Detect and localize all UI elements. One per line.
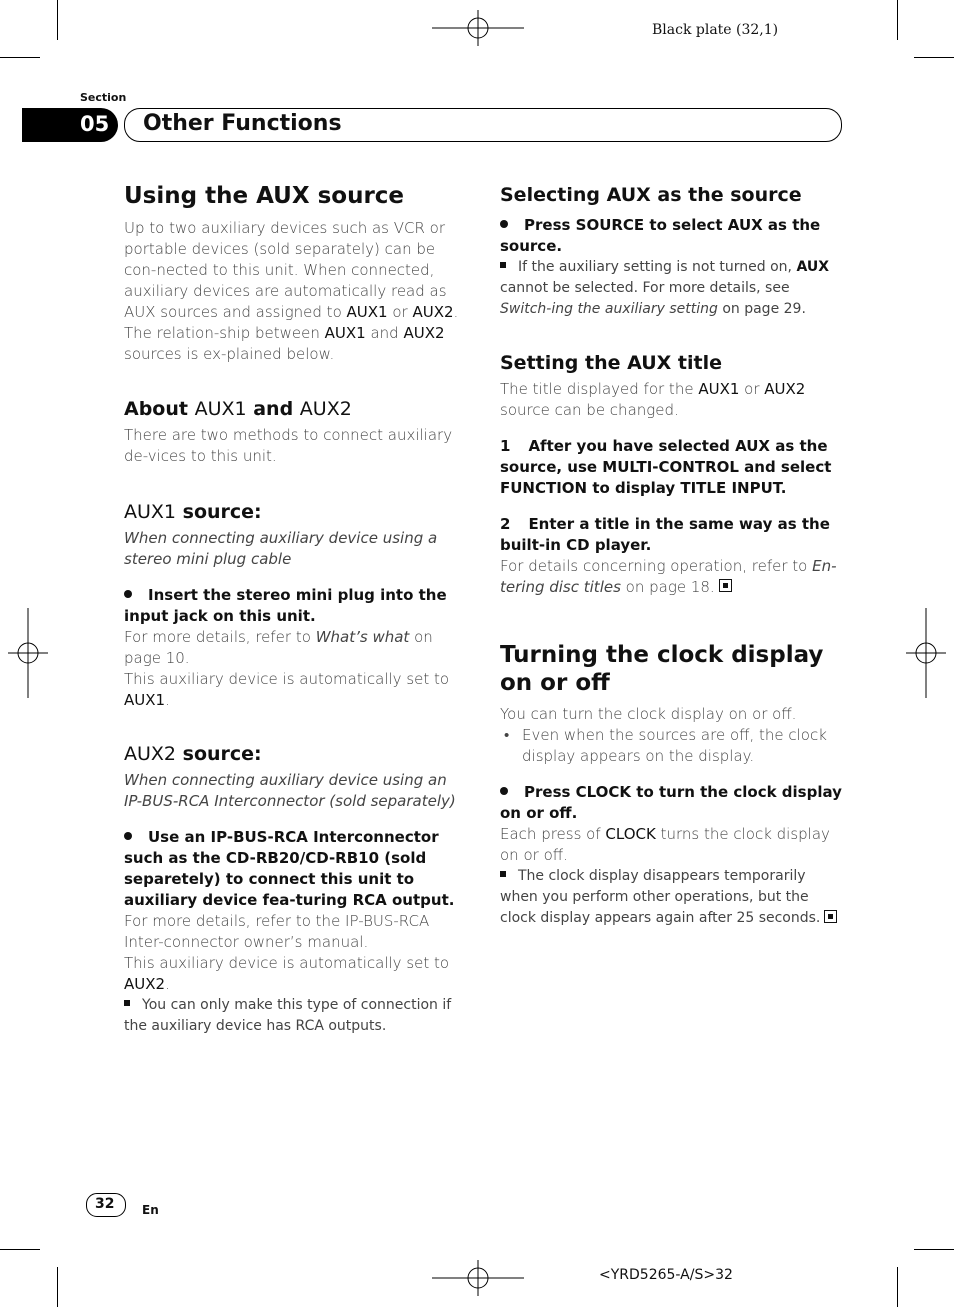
heading-about-aux: About AUX1 and AUX2	[124, 398, 352, 420]
clock-body: You can turn the clock display on or off.	[500, 705, 797, 723]
aux2-italic: When connecting auxiliary device using an IP-BUS-RCA Interconnector (sold separately)	[124, 771, 456, 810]
left-column	[124, 182, 469, 1037]
aux1-italic: When connecting auxiliary device using a stereo mini plug cable	[124, 529, 438, 568]
aux2-more: For more details, refer to the IP-BUS-RCA Inter-connector owner’s manual.	[124, 912, 430, 951]
selecting-step: Press SOURCE to select AUX as the source.	[500, 216, 821, 255]
aux1-more: For more details, refer to What’s what on page 10.	[124, 628, 433, 667]
crop-mark	[0, 1249, 40, 1250]
crop-mark	[57, 1267, 58, 1307]
registration-mark-left	[8, 608, 48, 698]
registration-mark-right	[906, 608, 946, 698]
clock-bullet: • Even when the sources are off, the clock display appears on the display.	[504, 726, 827, 765]
aux-intro: Up to two auxiliary devices such as VCR or portable devices (sold separately) can be con-nected to this unit. When connected, auxiliary devices are automatically read as AUX sources and assigned to AUX1 or AUX2. The relation-ship between AUX1 and AUX2 sources is ex-plained below.	[124, 219, 459, 363]
registration-mark-bottom	[432, 1260, 524, 1296]
note-icon	[500, 262, 506, 268]
heading-clock-display: Turning the clock display on or off	[500, 642, 824, 696]
end-mark-icon	[824, 910, 837, 923]
selecting-note: If the auxiliary setting is not turned on, AUX cannot be selected. For more details, see Switch-ing the auxiliary setting on page 29.	[500, 259, 830, 317]
plate-label: Black plate (32,1)	[652, 22, 779, 38]
crop-mark	[914, 57, 954, 58]
right-column	[500, 183, 842, 929]
bullet-icon	[500, 220, 508, 228]
language-code: En	[142, 1203, 159, 1217]
end-mark-icon	[719, 579, 732, 592]
crop-mark	[897, 1267, 898, 1307]
about-body: There are two methods to connect auxiliary de-vices to this unit.	[124, 426, 453, 465]
section-title: Other Functions	[143, 111, 342, 136]
heading-aux2-source: AUX2 source:	[124, 743, 262, 765]
heading-aux1-source: AUX1 source:	[124, 501, 262, 523]
aux2-auto: This auxiliary device is automatically set to AUX2.	[124, 954, 450, 993]
setting-step-1: 1 After you have selected AUX as the source, use MULTI-CONTROL and select FUNCTION to display TITLE INPUT.	[500, 437, 832, 497]
registration-mark-top	[432, 10, 524, 46]
clock-each: Each press of CLOCK turns the clock display on or off.	[500, 825, 830, 864]
note-icon	[500, 871, 506, 877]
aux1-step: Insert the stereo mini plug into the input jack on this unit.	[124, 586, 447, 625]
bullet-icon	[500, 787, 508, 795]
setting-body: The title displayed for the AUX1 or AUX2 source can be changed.	[500, 380, 806, 419]
crop-mark	[57, 0, 58, 40]
bullet-icon	[124, 832, 132, 840]
aux2-step: Use an IP-BUS-RCA Interconnector such as the CD-RB20/CD-RB10 (sold separetely) to connect this unit to auxiliary device fea-turing RCA output.	[124, 828, 455, 909]
aux2-note: You can only make this type of connection if the auxiliary device has RCA outputs.	[124, 997, 452, 1034]
crop-mark	[914, 1249, 954, 1250]
document-code: <YRD5265-A/S>32	[599, 1267, 733, 1283]
heading-setting-aux-title: Setting the AUX title	[500, 352, 722, 374]
setting-step-2: 2 Enter a title in the same way as the built-in CD player.	[500, 515, 830, 554]
bullet-icon	[124, 590, 132, 598]
clock-note: The clock display disappears temporarily when you perform other operations, but the clock display appears again after 25 seconds.	[500, 866, 842, 929]
clock-step: Press CLOCK to turn the clock display on or off.	[500, 783, 842, 822]
page-number: 32	[95, 1196, 115, 1212]
crop-mark	[897, 0, 898, 40]
crop-mark	[0, 57, 40, 58]
setting-more: For details concerning operation, refer to En-tering disc titles on page 18.	[500, 557, 837, 596]
heading-using-aux: Using the AUX source	[124, 183, 405, 209]
aux1-auto: This auxiliary device is automatically set to AUX1.	[124, 670, 450, 709]
section-number: 05	[80, 112, 110, 136]
heading-selecting-aux: Selecting AUX as the source	[500, 184, 802, 206]
section-label: Section	[80, 91, 127, 104]
note-icon	[124, 1000, 130, 1006]
